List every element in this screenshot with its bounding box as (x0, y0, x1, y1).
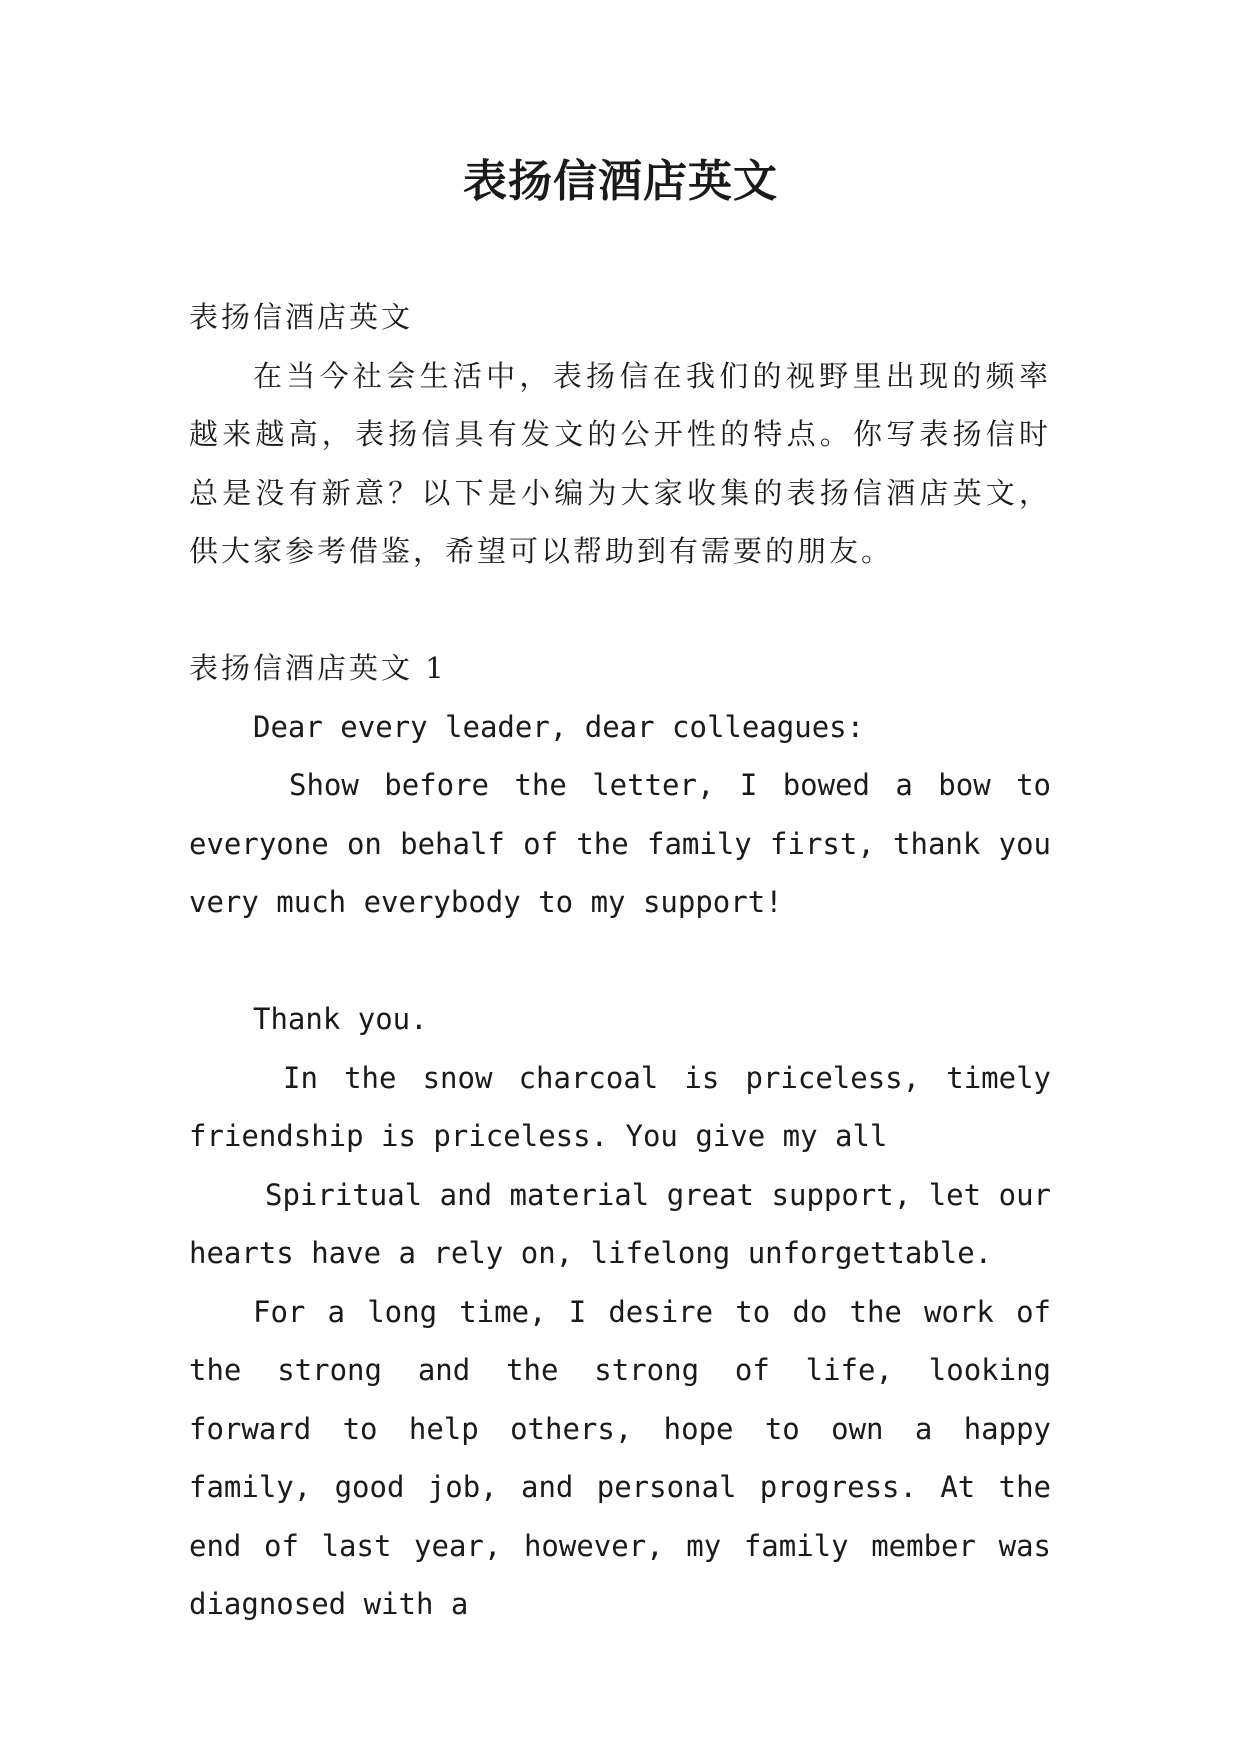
document-body (189, 288, 1051, 1634)
document-title: 表扬信酒店英文 (463, 156, 778, 207)
intro-paragraph: 在当今社会生活中，表扬信在我们的视野里出现的频率越来越高，表扬信具有发文的公开性的特点。你写表扬信时总是没有新意？以下是小编为大家收集的表扬信酒店英文，供大家参考借鉴，希望可以帮助到有需要的朋友。 (189, 358, 1051, 568)
thanks-line: Thank you. (253, 1002, 428, 1036)
body-paragraph-1: Show before the letter, I bowed a bow to everyone on behalf of the family first, thank you very much everybody to my support! (189, 768, 1051, 919)
section-title: 表扬信酒店英文 1 (189, 651, 447, 685)
body-paragraph-4: For a long time, I desire to do the work of the strong and the strong of life, looking forward to help others, hope to own a happy family, good job, and personal progress. At the end of last year, however, my family member was diagnosed with a (189, 1294, 1051, 1621)
blank-line (189, 932, 1051, 991)
blank-line (189, 581, 1051, 640)
document-heading: 表扬信酒店英文 (189, 300, 414, 334)
body-paragraph-3: Spiritual and material great support, let our hearts have a rely on, lifelong unforgettable. (189, 1177, 1051, 1270)
salutation: Dear every leader, dear colleagues: (253, 709, 865, 744)
body-paragraph-2: In the snow charcoal is priceless, timely friendship is priceless. You give my all (189, 1060, 1051, 1153)
